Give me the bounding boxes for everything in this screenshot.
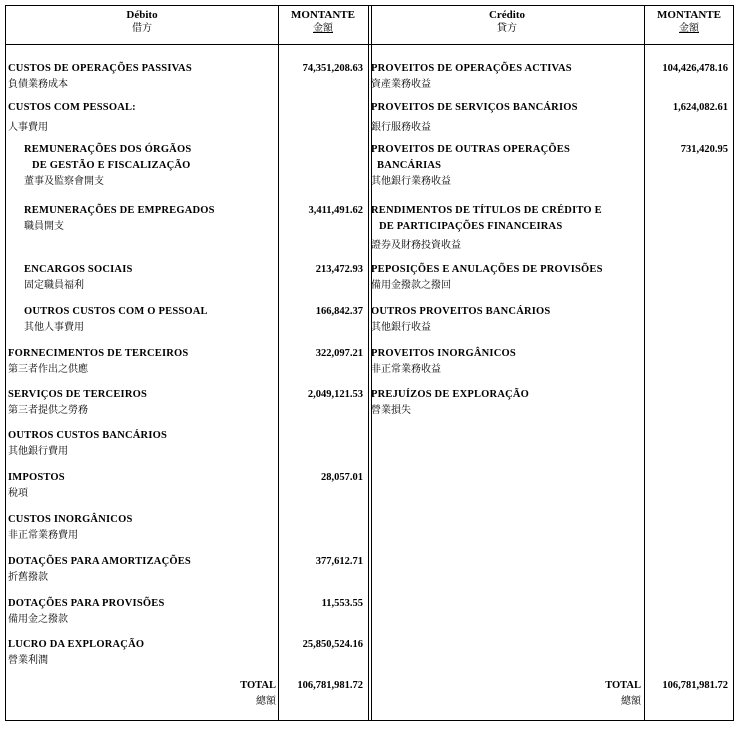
debit-total: 106,781,981.72: [297, 680, 363, 691]
credit-row: PREJUÍZOS DE EXPLORAÇÃO 營業損失: [371, 389, 530, 416]
debit-amount: 2,049,121.53: [307, 389, 363, 400]
credit-row: RENDIMENTOS DE TÍTULOS DE CRÉDITO E DE PARTICIPAÇÕES FINANCEIRAS 證券及財務投資收益: [371, 205, 602, 251]
credit-row: PEPOSIÇÕES E ANULAÇÕES DE PROVISÕES 備用金撥款之撥回: [371, 264, 603, 291]
column-divider: [278, 6, 279, 720]
debit-row: DOTAÇÕES PARA AMORTIZAÇÕES 折舊撥款: [8, 556, 191, 583]
debit-header: Débito 借方: [126, 9, 158, 34]
credit-row: OUTROS PROVEITOS BANCÁRIOS 其他銀行收益: [371, 306, 551, 333]
debit-row: CUSTOS DE OPERAÇÕES PASSIVAS 負債業務成本: [8, 63, 192, 90]
debit-amount: 74,351,208.63: [302, 63, 363, 74]
debit-amount: 25,850,524.16: [302, 639, 363, 650]
credit-amount: 104,426,478.16: [662, 63, 728, 74]
credit-row: PROVEITOS DE SERVIÇOS BANCÁRIOS 銀行服務收益: [371, 102, 578, 133]
debit-amount: 3,411,491.62: [308, 205, 363, 216]
debit-amount: 377,612.71: [315, 556, 363, 567]
debit-row: FORNECIMENTOS DE TERCEIROS 第三者作出之供應: [8, 348, 189, 375]
credit-total-label: TOTAL 總額: [605, 680, 641, 707]
credit-row: PROVEITOS DE OUTRAS OPERAÇÕES BANCÁRIAS 其他銀行業務收益: [371, 144, 571, 187]
debit-row: ENCARGOS SOCIAIS 固定職員福利: [24, 264, 133, 291]
debit-row: SERVIÇOS DE TERCEIROS 第三者提供之勞務: [8, 389, 148, 416]
debit-amount: 166,842.37: [315, 306, 363, 317]
credit-header: Crédito 貸方: [488, 9, 526, 34]
debit-row: LUCRO DA EXPLORAÇÃO 營業利潤: [8, 639, 145, 666]
debit-row: DOTAÇÕES PARA PROVISÕES 備用金之撥款: [8, 598, 165, 625]
credit-row: PROVEITOS INORGÂNICOS 非正常業務收益: [371, 348, 516, 375]
debit-amount: 322,097.21: [315, 348, 363, 359]
debit-amount-header: MONTANTE 金額: [291, 9, 355, 34]
debit-row: OUTROS CUSTOS COM O PESSOAL 其他人事費用: [24, 306, 208, 333]
credit-amount-header: MONTANTE 金額: [657, 9, 721, 34]
debit-row: CUSTOS INORGÂNICOS 非正常業務費用: [8, 514, 133, 541]
debit-amount: 213,472.93: [315, 264, 363, 275]
column-divider: [368, 6, 369, 720]
debit-amount: 11,553.55: [321, 598, 363, 609]
debit-row: OUTROS CUSTOS BANCÁRIOS 其他銀行費用: [8, 430, 168, 457]
debit-row: CUSTOS COM PESSOAL: 人事費用: [8, 102, 136, 133]
credit-total: 106,781,981.72: [662, 680, 728, 691]
debit-row: REMUNERAÇÕES DE EMPREGADOS 職員開支: [24, 205, 215, 232]
debit-row: REMUNERAÇÕES DOS ÓRGÃOS DE GESTÃO E FISCALIZAÇÃO 董事及監察會開支: [24, 144, 192, 187]
header-divider: [6, 44, 733, 45]
credit-amount: 1,624,082.61: [672, 102, 728, 113]
debit-total-label: TOTAL 總額: [240, 680, 276, 707]
credit-row: PROVEITOS DE OPERAÇÕES ACTIVAS 資產業務收益: [371, 63, 572, 90]
debit-row: IMPOSTOS 稅項: [8, 472, 65, 499]
debit-amount: 28,057.01: [321, 472, 363, 483]
credit-amount: 731,420.95: [680, 144, 728, 155]
